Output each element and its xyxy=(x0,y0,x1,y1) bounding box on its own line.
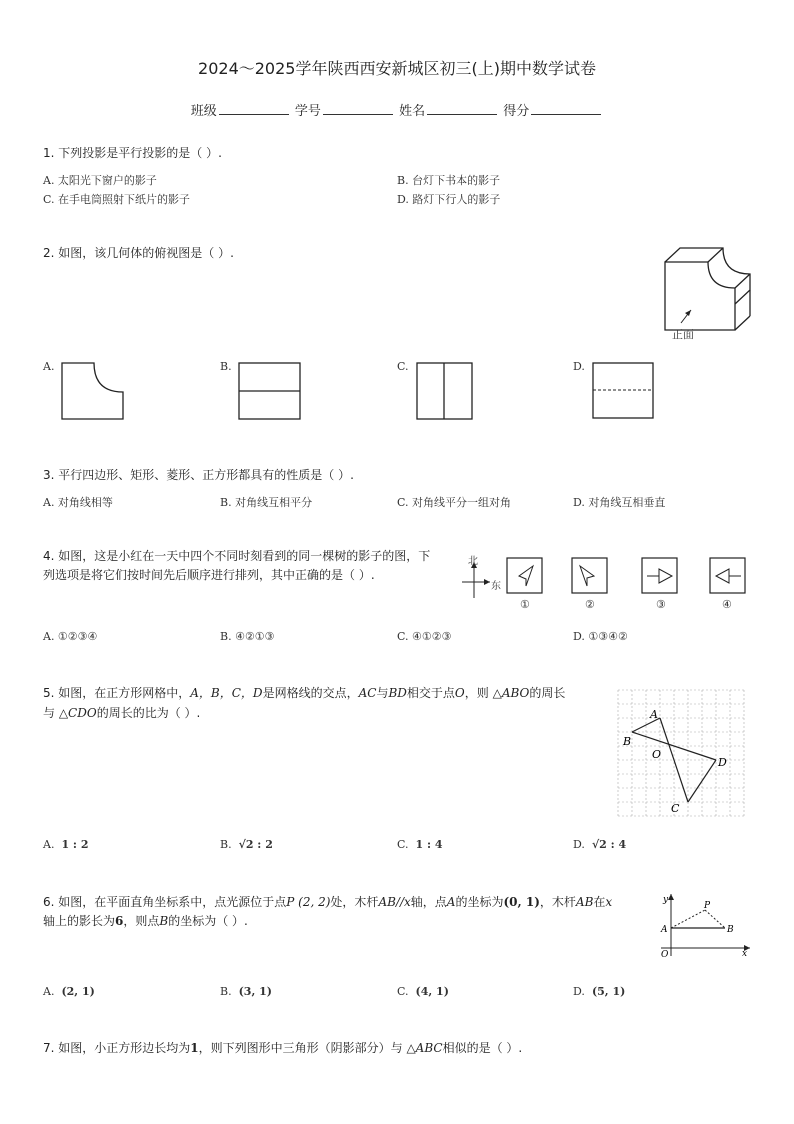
q6-option-a[interactable]: A. (2, 1) xyxy=(43,985,95,998)
q4-figure-label-3: ③ xyxy=(656,598,666,611)
q4-figure-label-2: ② xyxy=(585,598,595,611)
q2-option-a-label[interactable]: A. xyxy=(43,360,55,373)
q5-option-a[interactable]: A. 1 : 2 xyxy=(43,838,89,851)
q6-label-b: B xyxy=(727,925,734,935)
q2-stem: 2. 如图，该几何体的俯视图是（ ）. xyxy=(43,246,234,260)
q3-option-b[interactable]: B. 对角线互相平分 xyxy=(220,496,313,509)
q4-shadow-figure-2 xyxy=(570,556,610,596)
q5-stem-line1: 5. 如图，在正方形网格中，A，B，C，D是网格线的交点，AC与BD相交于点O，则 △ABO的周长 xyxy=(43,686,566,700)
q2-option-a-figure[interactable] xyxy=(60,362,126,422)
q6-label-o: O xyxy=(661,950,669,960)
q5-label-d: D xyxy=(718,756,727,769)
q6-stem-line2: 轴上的影长为6，则点B的坐标为（ ）. xyxy=(43,914,248,928)
q5-label-o: O xyxy=(652,748,662,761)
q4-east-label: 东 xyxy=(491,581,501,592)
field-id-blank[interactable] xyxy=(323,102,393,115)
q4-shadow-figure-3 xyxy=(640,556,680,596)
q2-option-d-figure[interactable] xyxy=(592,362,658,422)
q5-option-c[interactable]: C. 1 : 4 xyxy=(397,838,443,851)
q6-option-b[interactable]: B. (3, 1) xyxy=(220,985,272,998)
q6-label-p: P xyxy=(704,901,711,911)
q5-stem-line2: 与 △CDO的周长的比为（ ）. xyxy=(43,706,201,720)
field-id-label: 学号 xyxy=(294,104,321,119)
q1-option-a[interactable]: A. 太阳光下窗户的影子 xyxy=(43,174,157,187)
q7-stem: 7. 如图，小正方形边长均为1，则下列图形中三角形（阴影部分）与 △ABC相似的是（ ）. xyxy=(43,1041,523,1055)
q6-label-a: A xyxy=(661,925,668,935)
q1-stem: 1. 下列投影是平行投影的是（ ）. xyxy=(43,146,222,160)
q5-label-b: B xyxy=(623,735,632,748)
q4-option-b[interactable]: B. ④②①③ xyxy=(220,630,275,643)
q6-option-d[interactable]: D. (5, 1) xyxy=(573,985,626,998)
q2-option-c-label[interactable]: C. xyxy=(397,360,409,373)
q4-north-label: 北 xyxy=(468,556,478,567)
q3-option-c[interactable]: C. 对角线平分一组对角 xyxy=(397,496,512,509)
q5-label-a: A xyxy=(650,708,658,721)
q4-stem-line2: 列选项是将它们按时间先后顺序进行排列，其中正确的是（ ）. xyxy=(43,568,375,582)
q1-option-b[interactable]: B. 台灯下书本的影子 xyxy=(397,174,501,187)
q4-option-d[interactable]: D. ①③④② xyxy=(573,630,628,643)
q2-solid-figure xyxy=(655,240,760,345)
field-name-label: 姓名 xyxy=(399,104,426,119)
q6-label-y: y xyxy=(663,895,669,905)
q3-stem: 3. 平行四边形、矩形、菱形、正方形都具有的性质是（ ）. xyxy=(43,468,354,482)
q6-option-c[interactable]: C. (4, 1) xyxy=(397,985,449,998)
field-score-blank[interactable] xyxy=(531,102,601,115)
q2-option-b-label[interactable]: B. xyxy=(220,360,232,373)
q5-grid-figure xyxy=(616,688,750,818)
field-class-label: 班级 xyxy=(190,104,217,119)
q3-option-d[interactable]: D. 对角线互相垂直 xyxy=(573,496,666,509)
student-info-row xyxy=(0,100,794,119)
q5-label-c: C xyxy=(671,802,680,815)
q1-option-c[interactable]: C. 在手电筒照射下纸片的影子 xyxy=(43,193,191,206)
field-name-blank[interactable] xyxy=(427,102,497,115)
q2-option-d-label[interactable]: D. xyxy=(573,360,585,373)
q4-figure-label-1: ① xyxy=(520,598,530,611)
field-score-label: 得分 xyxy=(503,104,530,119)
q3-option-a[interactable]: A. 对角线相等 xyxy=(43,496,113,509)
q4-shadow-figure-1 xyxy=(505,556,545,596)
q5-option-d[interactable]: D. √2 : 4 xyxy=(573,838,627,851)
q4-stem-line1: 4. 如图，这是小红在一天中四个不同时刻看到的同一棵树的影子的图，下 xyxy=(43,549,431,563)
paper-title: 2024～2025学年陕西西安新城区初三(上)期中数学试卷 xyxy=(198,59,596,78)
q5-option-b[interactable]: B. √2 : 2 xyxy=(220,838,273,851)
q4-figure-label-4: ④ xyxy=(722,598,732,611)
q4-option-a[interactable]: A. ①②③④ xyxy=(43,630,98,643)
q6-label-x: x xyxy=(742,949,748,959)
q4-option-c[interactable]: C. ④①②③ xyxy=(397,630,452,643)
q2-option-b-figure[interactable] xyxy=(238,362,302,422)
q6-coordinate-figure xyxy=(655,890,755,962)
q6-stem-line1: 6. 如图，在平面直角坐标系中，点光源位于点P (2, 2)处，木杆AB//x轴，点A的坐标为(0, 1)，木杆AB在x xyxy=(43,895,613,909)
q2-option-c-figure[interactable] xyxy=(416,362,474,422)
field-class-blank[interactable] xyxy=(219,102,289,115)
q2-front-label: 正面 xyxy=(672,328,694,341)
q1-option-d[interactable]: D. 路灯下行人的影子 xyxy=(397,193,501,206)
q4-shadow-figure-4 xyxy=(708,556,748,596)
